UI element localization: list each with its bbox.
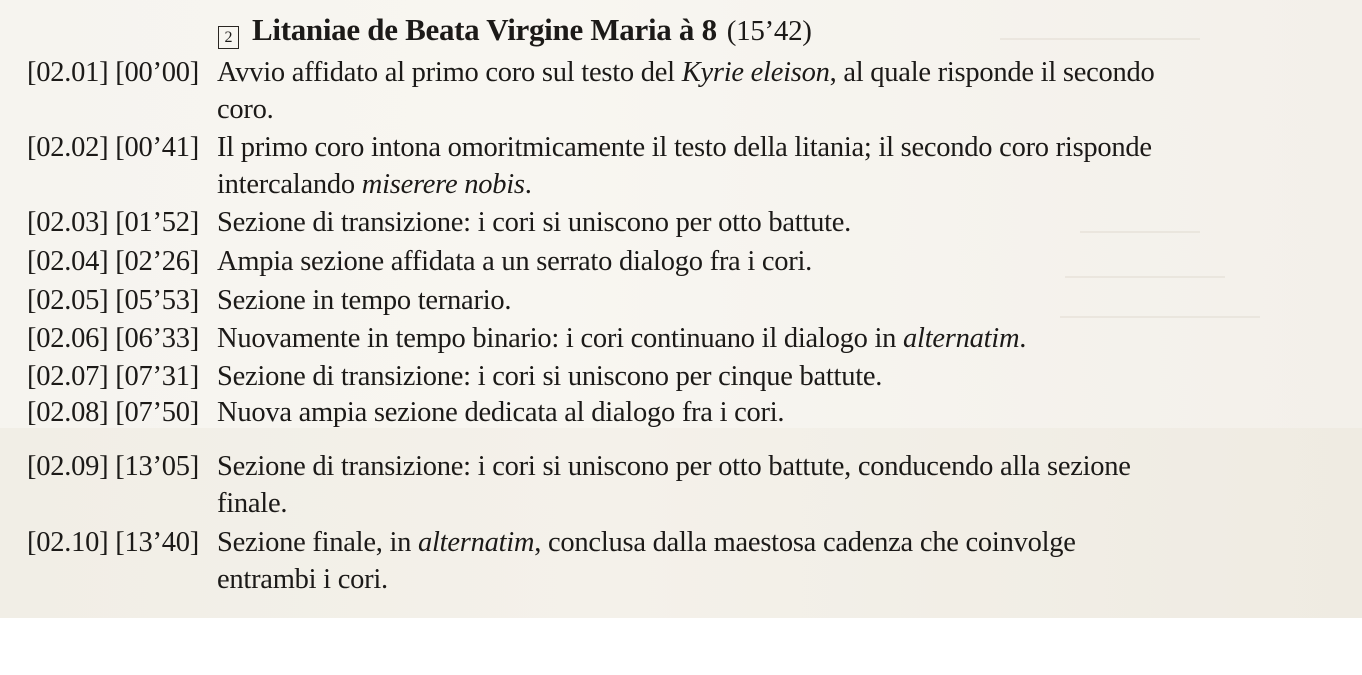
track-heading bbox=[218, 12, 812, 52]
entry-description: Sezione finale, in alternatim, conclusa dalla maestosa cadenza che coinvolge entrambi i cori. bbox=[217, 527, 1076, 595]
entry-description: Sezione di transizione: i cori si uniscono per otto battute. bbox=[217, 207, 852, 238]
time-marker: [02.06] [06’33] bbox=[27, 323, 199, 354]
entry-description: Sezione di transizione: i cori si uniscono per otto battute, conducendo alla sezione finale. bbox=[217, 451, 1131, 519]
time-marker: [02.03] [01’52] bbox=[27, 207, 199, 238]
time-marker: [02.08] [07’50] bbox=[27, 397, 199, 428]
time-marker: [02.01] [00’00] bbox=[27, 57, 199, 88]
entry-description: Nuova ampia sezione dedicata al dialogo fra i cori. bbox=[217, 397, 785, 428]
time-marker: [02.07] [07’31] bbox=[27, 361, 199, 392]
time-marker: [02.02] [00’41] bbox=[27, 132, 199, 163]
entry-description: Avvio affidato al primo coro sul testo del Kyrie eleison, al quale risponde il secondo coro. bbox=[217, 57, 1155, 125]
entry-description: Nuovamente in tempo binario: i cori continuano il dialogo in alternatim. bbox=[217, 323, 1027, 354]
entry-description: Il primo coro intona omoritmicamente il testo della litania; il secondo coro risponde intercalando miserere nobis. bbox=[217, 132, 1152, 200]
time-marker: [02.09] [13’05] bbox=[27, 451, 199, 482]
show-through-shadow bbox=[1000, 8, 1200, 40]
entry-description: Ampia sezione affidata a un serrato dialogo fra i cori. bbox=[217, 246, 813, 277]
track-number-box: 2 bbox=[218, 26, 239, 49]
entry-description: Sezione di transizione: i cori si uniscono per cinque battute. bbox=[217, 361, 883, 392]
time-marker: [02.04] [02’26] bbox=[27, 246, 199, 277]
track-duration: (15’42) bbox=[726, 15, 812, 47]
time-marker: [02.05] [05’53] bbox=[27, 285, 199, 316]
time-marker: [02.10] [13’40] bbox=[27, 527, 199, 558]
track-title: Litaniae de Beata Virgine Maria à 8 bbox=[252, 12, 717, 47]
entry-description: Sezione in tempo ternario. bbox=[217, 285, 512, 316]
